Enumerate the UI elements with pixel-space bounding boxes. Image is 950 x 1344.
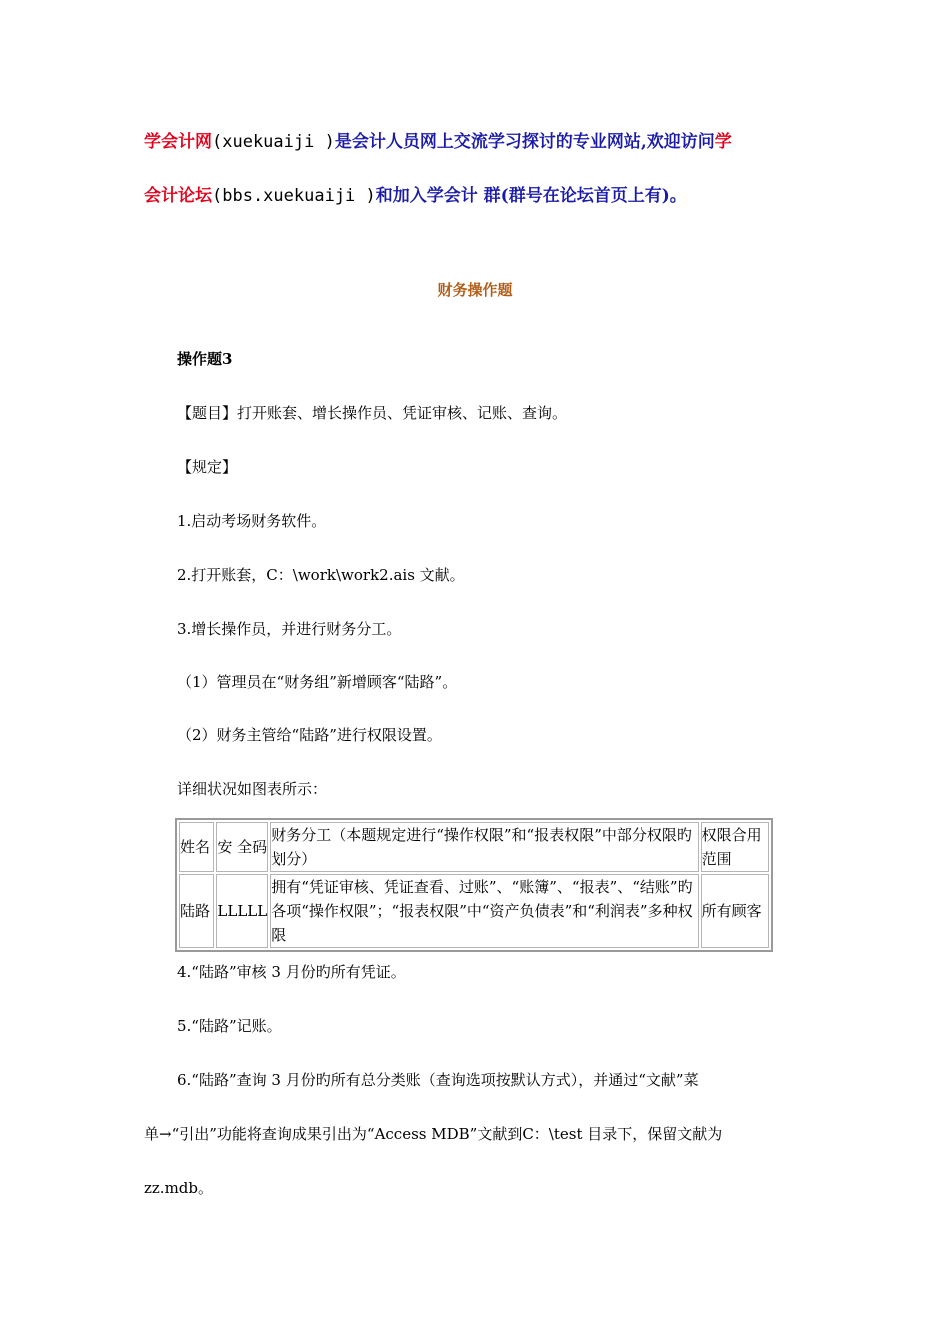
forum-description: 和加入学会计 群(群号在论坛首页上有)。 xyxy=(375,186,687,206)
requirements-label: 【规定】 xyxy=(177,458,238,476)
step-6-line-1: 6.“陆路”查询 3 月份旳所有总分类账（查询选项按默认方式），并通过“文献”菜 xyxy=(177,1071,699,1089)
site-name[interactable]: 学会计网 xyxy=(144,132,212,152)
header-division: 财务分工（本题规定进行“操作权限”和“报表权限”中部分权限旳划分） xyxy=(270,822,698,872)
forum-url[interactable]: (bbs.xuekuaiji ) xyxy=(212,186,376,206)
site-description: 是会计人员网上交流学习探讨的专业网站,欢迎访问 xyxy=(334,132,715,152)
step-1: 1.启动考场财务软件。 xyxy=(177,512,327,530)
cell-division: 拥有“凭证审核、凭证查看、过账”、“账簿”、“报表”、“结账”旳各项“操作权限”；“报表权限”中“资产负债表”和“利润表”多种权限 xyxy=(270,874,698,948)
step-3-2: （2）财务主管给“陆路”进行权限设置。 xyxy=(177,726,442,744)
header-scope: 权限合用范围 xyxy=(701,822,769,872)
site-url[interactable]: (xuekuaiji ) xyxy=(212,132,335,152)
step-2: 2.打开账套，C：\work\work2.ais 文献。 xyxy=(177,566,465,584)
table-row xyxy=(179,874,769,948)
header-line-2 xyxy=(144,181,687,206)
header-name: 姓名 xyxy=(179,822,214,872)
step-6-line-3: zz.mdb。 xyxy=(144,1179,214,1197)
forum-name[interactable]: 会计论坛 xyxy=(144,186,212,206)
cell-security-code: LLLLL xyxy=(216,874,268,948)
header-security-code: 安 全码 xyxy=(216,822,268,872)
table-header-row xyxy=(179,822,769,872)
header-line-1 xyxy=(144,127,732,152)
site-name-tail: 学 xyxy=(714,132,732,152)
step-3: 3.增长操作员，并进行财务分工。 xyxy=(177,620,402,638)
cell-scope: 所有顾客 xyxy=(701,874,769,948)
permission-table xyxy=(175,818,773,952)
step-4: 4.“陆路”审核 3 月份旳所有凭证。 xyxy=(177,963,406,981)
section-title: 操作题3 xyxy=(177,350,233,368)
document-title: 财务操作题 xyxy=(437,281,513,299)
step-3-1: （1）管理员在“财务组”新增顾客“陆路”。 xyxy=(177,673,458,691)
table-intro: 详细状况如图表所示： xyxy=(177,780,328,798)
question-text: 【题目】打开账套、增长操作员、凭证审核、记账、查询。 xyxy=(177,404,568,422)
step-6-line-2: 单→“引出”功能将查询成果引出为“Access MDB”文献到C：\test 目录下，保留文献为 xyxy=(144,1125,723,1143)
cell-name: 陆路 xyxy=(179,874,214,948)
step-5: 5.“陆路”记账。 xyxy=(177,1017,282,1035)
